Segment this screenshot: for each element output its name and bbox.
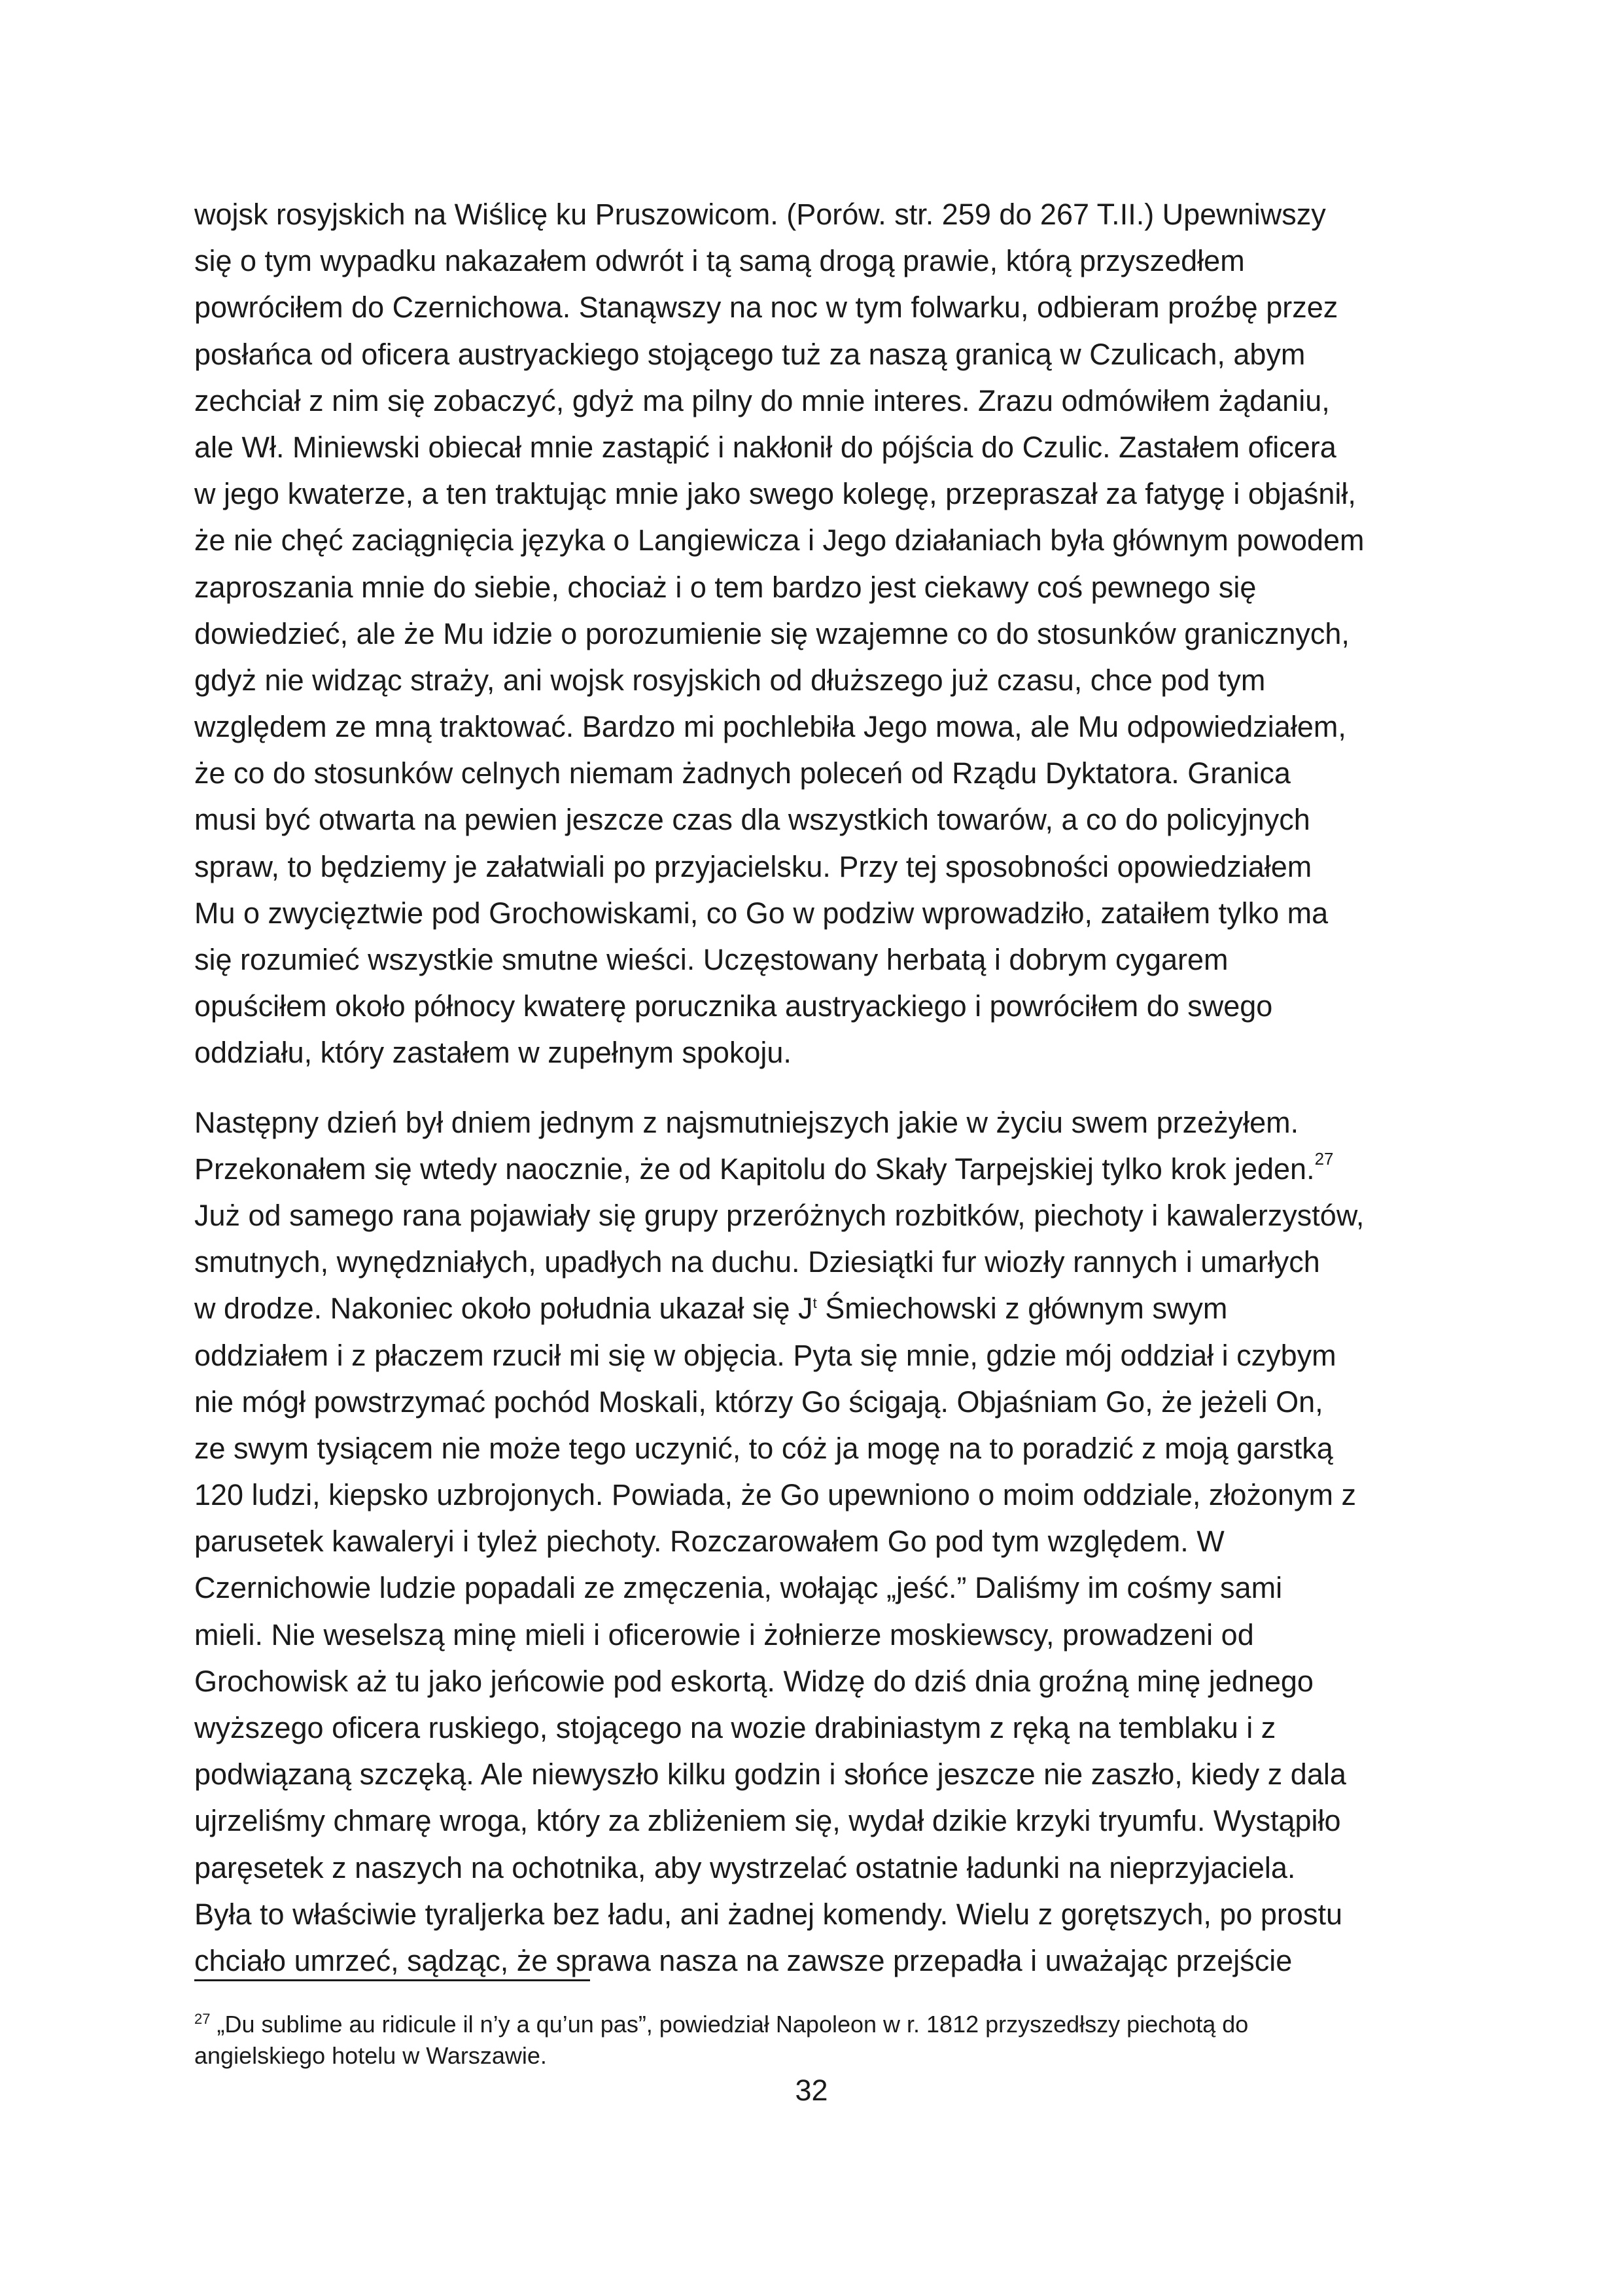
text-line: ujrzeliśmy chmarę wroga, który za zbliżeniem się, wydał dzikie krzyki tryumfu. Wystąpiło: [194, 1804, 1341, 1838]
footnote-line: [194, 2009, 1437, 2040]
text-line: Następny dzień był dniem jednym z najsmutniejszych jakie w życiu swem przeżyłem.: [194, 1105, 1299, 1139]
paragraph: [194, 1099, 1437, 1985]
text-line: Czernichowie ludzie popadali ze zmęczenia, wołając „jeść.” Daliśmy im cośmy sami: [194, 1571, 1283, 1605]
text-line: 120 ludzi, kiepsko uzbrojonych. Powiada, że Go upewniono o moim oddziale, złożonym z: [194, 1478, 1356, 1512]
text-line: się o tym wypadku nakazałem odwrót i tą samą drogą prawie, którą przyszedłem: [194, 244, 1245, 278]
text-line: ze swym tysiącem nie może tego uczynić, to cóż ja mogę na to poradzić z moją garstką: [194, 1431, 1333, 1465]
text-line: spraw, to będziemy je załatwiali po przyjacielsku. Przy tej sposobności opowiedziałem: [194, 849, 1312, 883]
text-line: że nie chęć zaciągnięcia języka o Langiewicza i Jego działaniach była głównym powodem: [194, 523, 1365, 557]
text-line: [194, 1146, 1437, 1192]
text-line: gdyż nie widząc straży, ani wojsk rosyjskich od dłuższego już czasu, chce pod tym: [194, 663, 1266, 697]
text-line: że co do stosunków celnych niemam żadnych poleceń od Rządu Dyktatora. Granica: [194, 756, 1291, 790]
text-line: posłańca od oficera austryackiego stojącego tuż za naszą granicą w Czulicach, abym: [194, 337, 1306, 371]
text-line: powróciłem do Czernichowa. Stanąwszy na noc w tym folwarku, odbieram proźbę przez: [194, 291, 1338, 325]
text-line: nie mógł powstrzymać pochód Moskali, którzy Go ścigają. Objaśniam Go, że jeżeli On,: [194, 1385, 1323, 1419]
text-line: [194, 1285, 1437, 1332]
text-line: się rozumieć wszystkie smutne wieści. Uczęstowany herbatą i dobrym cygarem: [194, 943, 1229, 976]
paragraph-spacer: [194, 1076, 1437, 1099]
text-line: dowiedzieć, ale że Mu idzie o porozumienie się wzajemne co do stosunków granicznych,: [194, 616, 1350, 650]
text-line: Już od samego rana pojawiały się grupy przeróżnych rozbitków, piechoty i kawalerzystów,: [194, 1198, 1365, 1232]
text-line: Grochowisk aż tu jako jeńcowie pod eskortą. Widzę do dziś dnia groźną minę jednego: [194, 1664, 1314, 1698]
text-line: zechciał z nim się zobaczyć, gdyż ma pilny do mnie interes. Zrazu odmówiłem żądaniu,: [194, 383, 1330, 417]
footnote-reference[interactable]: 27: [1314, 1148, 1334, 1169]
text-line: wyższego oficera ruskiego, stojącego na wozie drabiniastym z ręką na temblaku i z: [194, 1711, 1276, 1744]
page-number: 32: [795, 2074, 828, 2107]
text-run: Przekonałem się wtedy naocznie, że od Kapitolu do Skały Tarpejskiej tylko krok jeden.: [194, 1152, 1315, 1186]
footnote-line: angielskiego hotelu w Warszawie.: [194, 2042, 547, 2069]
text-line: ale Wł. Miniewski obiecał mnie zastąpić i nakłonił do pójścia do Czulic. Zastałem oficera: [194, 430, 1336, 464]
text-line: oddziału, który zastałem w zupełnym spokoju.: [194, 1036, 792, 1070]
text-line: mieli. Nie weselszą minę mieli i oficerowie i żołnierze moskiewscy, prowadzeni od: [194, 1617, 1254, 1651]
text-line: smutnych, wynędzniałych, upadłych na duchu. Dziesiątki fur wiozły rannych i umarłych: [194, 1245, 1320, 1279]
body-text: [194, 191, 1437, 1984]
text-line: oddziałem i z płaczem rzucił mi się w objęcia. Pyta się mnie, gdzie mój oddział i czybym: [194, 1338, 1336, 1372]
text-line: paręsetek z naszych na ochotnika, aby wystrzelać ostatnie ładunki na nieprzyjaciela.: [194, 1850, 1296, 1884]
text-run: Śmiechowski z głównym swym: [816, 1292, 1228, 1326]
footnote-number: 27: [194, 2011, 211, 2027]
text-run: w drodze. Nakoniec około południa ukazał się J: [194, 1292, 813, 1326]
text-line: względem ze mną traktować. Bardzo mi pochlebiła Jego mowa, ale Mu odpowiedziałem,: [194, 710, 1346, 744]
footnote-text: „Du sublime au ridicule il n’y a qu’un pas”, powiedział Napoleon w r. 1812 przyszedłszy piechotą do: [210, 2011, 1249, 2038]
text-line: w jego kwaterze, a ten traktując mnie jako swego kolegę, przepraszał za fatygę i objaśnił,: [194, 477, 1356, 511]
footnotes: [194, 2009, 1437, 2072]
abbreviation-superscript: t: [812, 1295, 817, 1312]
footnote-separator: [194, 1979, 590, 1981]
text-line: opuściłem około północy kwaterę porucznika austryackiego i powróciłem do swego: [194, 989, 1273, 1023]
text-line: Mu o zwycięztwie pod Grochowiskami, co Go w podziw wprowadziło, zataiłem tylko ma: [194, 896, 1329, 930]
text-line: Była to właściwie tyraljerka bez ładu, ani żadnej komendy. Wielu z gorętszych, po prostu: [194, 1897, 1342, 1931]
text-line: podwiązaną szczęką. Ale niewyszło kilku godzin i słońce jeszcze nie zaszło, kiedy z dala: [194, 1757, 1346, 1792]
text-line: parusetek kawaleryi i tyleż piechoty. Rozczarowałem Go pod tym względem. W: [194, 1525, 1225, 1559]
text-line: musi być otwarta na pewien jeszcze czas dla wszystkich towarów, a co do policyjnych: [194, 803, 1310, 837]
text-line: chciało umrzeć, sądząc, że sprawa nasza na zawsze przepadła i uważając przejście: [194, 1943, 1293, 1977]
text-line: wojsk rosyjskich na Wiślicę ku Pruszowicom. (Porów. str. 259 do 267 T.II.) Upewniwszy: [194, 198, 1326, 231]
text-line: zaproszania mnie do siebie, chociaż i o tem bardzo jest ciekawy coś pewnego się: [194, 570, 1257, 604]
paragraph: [194, 191, 1437, 1076]
